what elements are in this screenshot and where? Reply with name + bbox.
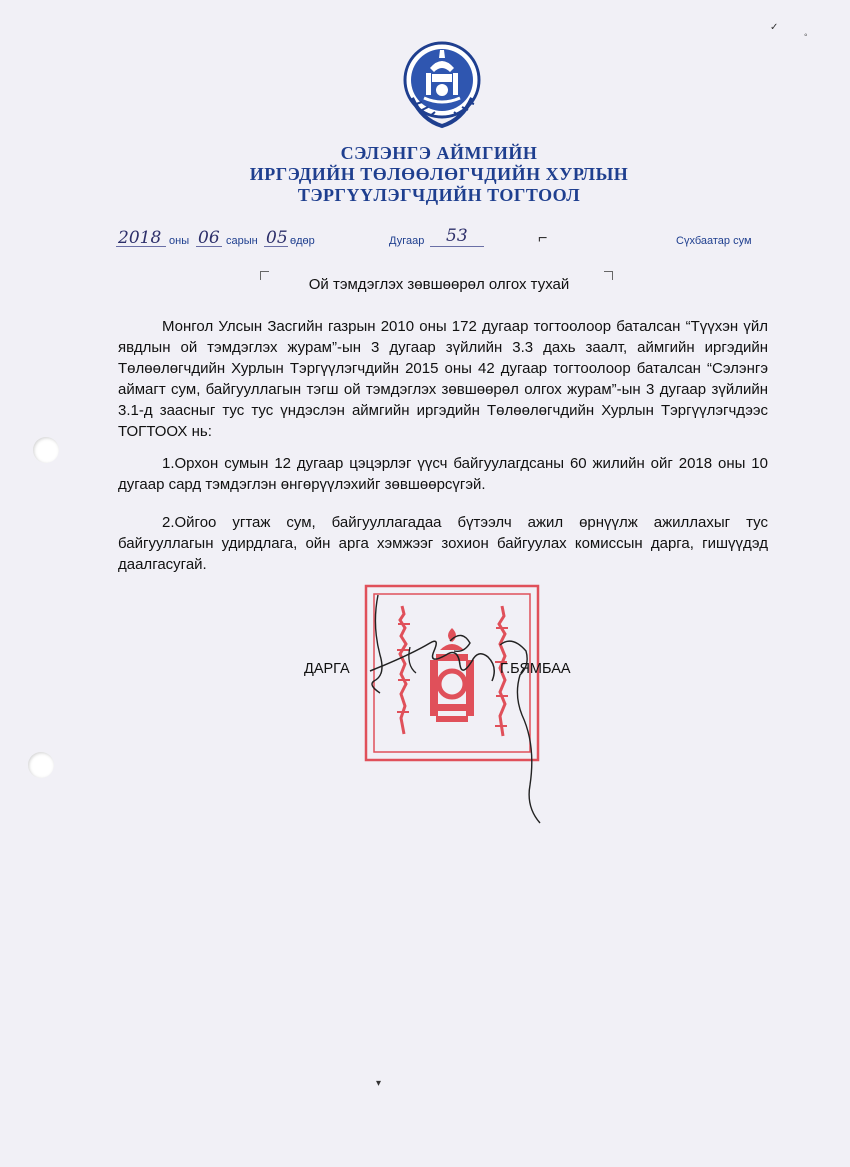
scan-mark: ✓ [770, 22, 779, 33]
handwritten-signature [350, 585, 570, 825]
paragraph-preamble [118, 316, 768, 442]
signature-title: ДАРГА [304, 661, 350, 677]
date-year-suffix: оны [169, 235, 190, 247]
date-month-suffix: сарын [226, 235, 258, 247]
signature-name: Г.БЯМБАА [500, 661, 571, 677]
document-title: Ой тэмдэглэх зөвшөөрөл олгох тухай [308, 276, 570, 293]
state-emblem-icon [402, 40, 482, 130]
paragraph-text: 1.Орхон сумын 12 дугаар цэцэрлэг үүсч байгуулагдсаны 60 жилийн ойг 2018 оны 10 дугаар сард тэмдэглэн өнгөрүүлэхийг зөвшөөрсүгэй. [118, 455, 768, 493]
scan-mark: ◦ [804, 30, 808, 41]
date-month: 06 [198, 228, 220, 248]
date-day: 05 [266, 228, 288, 248]
paragraph-text: Монгол Улсын Засгийн газрын 2010 оны 172 дугаар тогтоолоор баталсан “Түүхэн үйл явдлын ой тэмдэглэх журам”-ын 3 дугаар зүйлийн 3.3 дахь заалт, аймгийн иргэдийн Төлөөлөгчдийн Хурлын Тэргүүлэгчдийн 2015 оны 42 дугаар тогтоолоор баталсан “Сэлэнгэ аймагт сум, байгууллагын тэгш ой тэмдэглэх зөвшөөрөл олгох журам”-ын 3 дугаар зүйлийн 3.1-д заасныг тус тус үндэслэн аймгийн иргэдийн Төлөөлөгчдийн Хурлын Тэргүүлэгчдээс ТОГТООХ нь: [118, 318, 768, 440]
scan-mark: ▾ [376, 1078, 382, 1089]
header-line-1: СЭЛЭНГЭ АЙМГИЙН [340, 143, 538, 163]
punch-hole-top [33, 437, 59, 463]
punch-hole-bottom [28, 752, 54, 778]
paragraph-clause-2 [118, 512, 768, 575]
document-header [0, 143, 850, 206]
paragraph-clause-1 [118, 453, 768, 495]
paragraph-text: 2.Ойгоо угтаж сум, байгууллагадаа бүтээлч ажил өрнүүлж ажиллахыг тус байгууллагын удирдлага, ойн арга хэмжээг зохион байгуулах комиссын дарга, гишүүдэд даалгасугай. [118, 514, 768, 573]
dash-mark: ⌐ [538, 230, 548, 247]
document-meta-row [0, 226, 850, 254]
date-year: 2018 [118, 228, 162, 248]
header-line-2: ИРГЭДИЙН ТӨЛӨӨЛӨГЧДИЙН ХУРЛЫН [249, 164, 629, 184]
header-line-3: ТЭРГҮҮЛЭГЧДИЙН ТОГТООЛ [297, 185, 581, 205]
document-number: 53 [446, 226, 468, 246]
number-label: Дугаар [389, 235, 425, 247]
location: Сүхбаатар сум [676, 235, 752, 247]
date-day-suffix: өдөр [290, 235, 315, 247]
